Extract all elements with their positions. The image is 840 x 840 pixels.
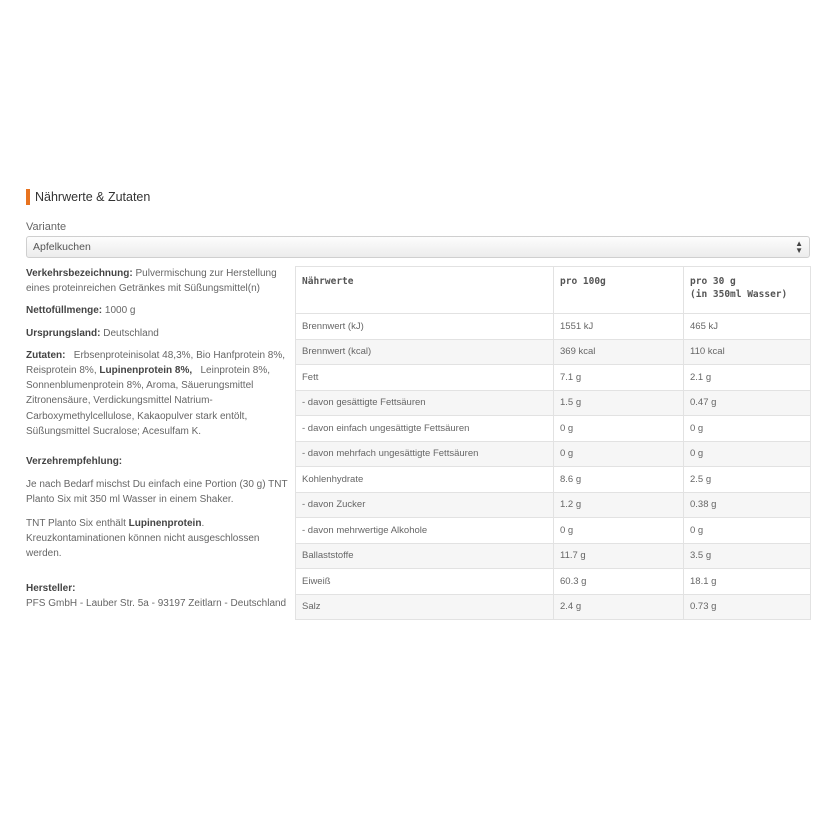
value-per-portion: 0 g: [684, 518, 811, 544]
verzehr-text: Je nach Bedarf mischst Du einfach eine Portion (30 g) TNT Planto Six mit 350 ml Wasser in einem Shaker.: [26, 479, 288, 506]
verkehrsbezeichnung: [26, 266, 288, 296]
allergen-note: [26, 516, 288, 562]
value-per-portion: 2.5 g: [684, 467, 811, 493]
value-per-100g: 0 g: [554, 441, 684, 467]
header-in-wasser: (in 350ml Wasser): [690, 289, 788, 300]
nutrient-name: Ballaststoffe: [296, 543, 554, 569]
header-pro-portion: [684, 267, 811, 314]
hersteller-heading: [26, 581, 288, 596]
verkehr-text: Pulvermischung zur Herstellung eines proteinreichen Getränkes mit Süßungsmittel(n): [26, 268, 277, 295]
value-per-portion: 18.1 g: [684, 569, 811, 595]
value-per-portion: 0 g: [684, 416, 811, 442]
nutrient-name: - davon Zucker: [296, 492, 554, 518]
value-per-portion: 465 kJ: [684, 314, 811, 340]
table-row: [296, 492, 811, 518]
ursprungsland: [26, 326, 288, 341]
section-heading: [26, 189, 150, 205]
ursprung-value: Deutschland: [103, 327, 159, 339]
header-naehrwerte: Nährwerte: [296, 267, 554, 314]
table-row: [296, 390, 811, 416]
nutrient-name: - davon mehrfach ungesättigte Fettsäuren: [296, 441, 554, 467]
header-pro-30g: pro 30 g: [690, 276, 736, 287]
allergen-pre: TNT Planto Six enthält: [26, 517, 126, 529]
section-title: Nährwerte & Zutaten: [35, 190, 151, 204]
verzehr-heading: [26, 454, 288, 469]
nutrient-name: Fett: [296, 365, 554, 391]
value-per-portion: 110 kcal: [684, 339, 811, 365]
value-per-100g: 7.1 g: [554, 365, 684, 391]
nutrient-name: Eiweiß: [296, 569, 554, 595]
zutaten-label: Zutaten:: [26, 349, 66, 361]
value-per-portion: 0 g: [684, 441, 811, 467]
allergen-post: . Kreuzkontaminationen können nicht ausgeschlossen werden.: [26, 517, 260, 560]
hersteller-text: PFS GmbH - Lauber Str. 5a - 93197 Zeitlarn - Deutschland: [26, 598, 287, 610]
variant-select[interactable]: [26, 236, 810, 258]
table-row: [296, 365, 811, 391]
accent-bar: [26, 189, 30, 205]
product-info: [26, 266, 288, 612]
hersteller-label: Hersteller:: [26, 583, 76, 595]
zutaten-text-2: Leinprotein 8%, Sonnenblumenprotein 8%, Aroma, Säuerungsmittel Zitronensäure, Verdickungsmittel Natrium-Carboxymethylcellulose, Kakaopulver stark entölt, Süßungsmittel Sucralose; Acesulfam K.: [26, 365, 270, 437]
table-row: [296, 416, 811, 442]
value-per-portion: 2.1 g: [684, 365, 811, 391]
nutrition-table: [295, 266, 811, 620]
ursprung-label: Ursprungsland:: [26, 327, 101, 339]
nutrient-name: Salz: [296, 594, 554, 620]
value-per-portion: 0.38 g: [684, 492, 811, 518]
value-per-100g: 369 kcal: [554, 339, 684, 365]
value-per-portion: 0.47 g: [684, 390, 811, 416]
value-per-portion: 0.73 g: [684, 594, 811, 620]
value-per-portion: 3.5 g: [684, 543, 811, 569]
value-per-100g: 1551 kJ: [554, 314, 684, 340]
nutrient-name: Kohlenhydrate: [296, 467, 554, 493]
zutaten-text-1: Erbsenproteinisolat 48,3%, Bio Hanfprotein 8%, Reisprotein 8%,: [26, 349, 286, 377]
allergen-bold: Lupinenprotein: [128, 517, 202, 529]
select-arrows-icon: ▲ ▼: [795, 239, 803, 255]
nutrient-name: - davon mehrwertige Alkohole: [296, 518, 554, 544]
table-row: [296, 543, 811, 569]
zutaten: [26, 348, 288, 439]
value-per-100g: 8.6 g: [554, 467, 684, 493]
value-per-100g: 0 g: [554, 416, 684, 442]
nutrient-name: Brennwert (kcal): [296, 339, 554, 365]
table-row: [296, 339, 811, 365]
variant-selected-value: Apfelkuchen: [33, 241, 91, 253]
value-per-100g: 11.7 g: [554, 543, 684, 569]
value-per-100g: 1.2 g: [554, 492, 684, 518]
nutrient-name: Brennwert (kJ): [296, 314, 554, 340]
table-row: [296, 594, 811, 620]
table-row: [296, 467, 811, 493]
value-per-100g: 2.4 g: [554, 594, 684, 620]
netto-label: Nettofüllmenge:: [26, 305, 103, 317]
nutrient-name: - davon einfach ungesättigte Fettsäuren: [296, 416, 554, 442]
nettofuellmenge: [26, 303, 288, 318]
value-per-100g: 0 g: [554, 518, 684, 544]
verzehr-label: Verzehrempfehlung:: [26, 456, 123, 468]
nutrient-name: - davon gesättigte Fettsäuren: [296, 390, 554, 416]
verkehr-label: Verkehrsbezeichnung:: [26, 268, 133, 279]
table-row: [296, 441, 811, 467]
value-per-100g: 60.3 g: [554, 569, 684, 595]
table-row: [296, 518, 811, 544]
netto-value: 1000 g: [104, 305, 136, 317]
zutaten-bold: Lupinenprotein 8%,: [99, 365, 193, 377]
table-header-row: [296, 267, 811, 314]
table-row: [296, 569, 811, 595]
value-per-100g: 1.5 g: [554, 390, 684, 416]
variant-label: Variante: [26, 221, 67, 233]
header-pro-100g: pro 100g: [554, 267, 684, 314]
table-row: [296, 314, 811, 340]
